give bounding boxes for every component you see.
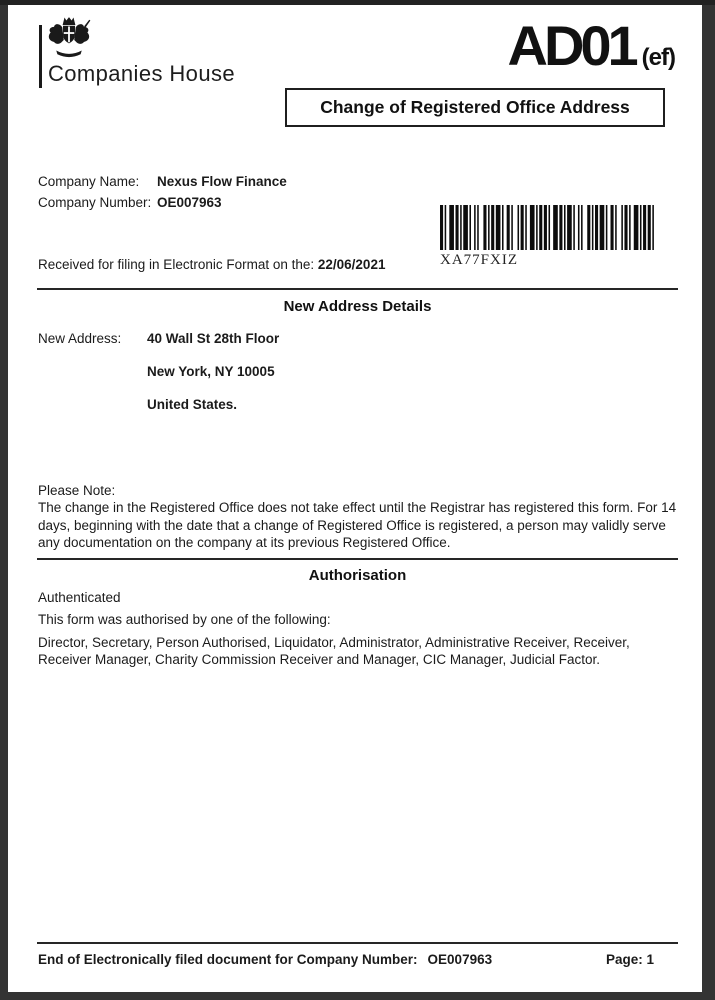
footer-page-number: Page: 1 <box>605 952 654 967</box>
new-address-lines <box>147 331 279 430</box>
new-address-label: New Address: <box>38 331 122 346</box>
please-note-body: The change in the Registered Office does not take effect until the Registrar has registered this form. For 14 days, beginning with the date that a change of Registered Office is registered, a person may validly serve any documentation on the company at its previous Registered Office. <box>38 500 677 551</box>
address-line-1: 40 Wall St 28th Floor <box>147 331 280 346</box>
form-code <box>507 14 676 86</box>
company-name-row <box>38 171 287 192</box>
form-code-suffix: (ef) <box>641 44 675 71</box>
please-note-heading: Please Note: <box>38 483 116 498</box>
company-name-label: Company Name: <box>38 174 140 189</box>
received-for-filing-line <box>38 257 385 272</box>
address-line-3: United States. <box>147 397 238 412</box>
horizontal-rule <box>37 288 678 290</box>
company-number-label: Company Number: <box>38 195 152 210</box>
company-number-row <box>38 192 287 213</box>
authorisation-section-title: Authorisation <box>308 567 407 584</box>
footer-company-number: OE007963 <box>427 952 493 967</box>
horizontal-rule <box>37 558 678 560</box>
royal-coat-of-arms-icon <box>45 14 93 60</box>
company-number-value: OE007963 <box>157 195 222 210</box>
logo-divider-bar <box>39 25 42 88</box>
form-title-box: Change of Registered Office Address <box>285 88 665 127</box>
footer-end-statement <box>38 952 492 967</box>
received-date: 22/06/2021 <box>317 257 386 272</box>
received-label: Received for filing in Electronic Format on the: <box>38 257 315 272</box>
form-code-main: AD01 <box>507 14 635 77</box>
company-identification <box>38 171 287 213</box>
barcode <box>440 205 662 269</box>
barcode-label: XA77FXIZ <box>440 252 518 268</box>
new-address-block <box>38 331 279 430</box>
document-page <box>8 5 702 992</box>
new-address-section-title: New Address Details <box>283 298 432 315</box>
companies-house-logo-text: Companies House <box>48 61 235 86</box>
authorisation-intro: This form was authorised by one of the following: <box>38 612 331 627</box>
company-name-value: Nexus Flow Finance <box>157 174 287 189</box>
authorisation-roles: Director, Secretary, Person Authorised, Liquidator, Administrator, Administrative Receiver, Receiver, Receiver Manager, Charity Commission Receiver and Manager, CIC Manager, Judicial Factor. <box>38 635 630 668</box>
authorisation-status: Authenticated <box>38 590 121 605</box>
address-line-2: New York, NY 10005 <box>147 364 275 379</box>
please-note-block <box>38 482 680 552</box>
horizontal-rule <box>37 942 678 944</box>
footer-end-label: End of Electronically filed document for Company Number: <box>38 952 418 967</box>
